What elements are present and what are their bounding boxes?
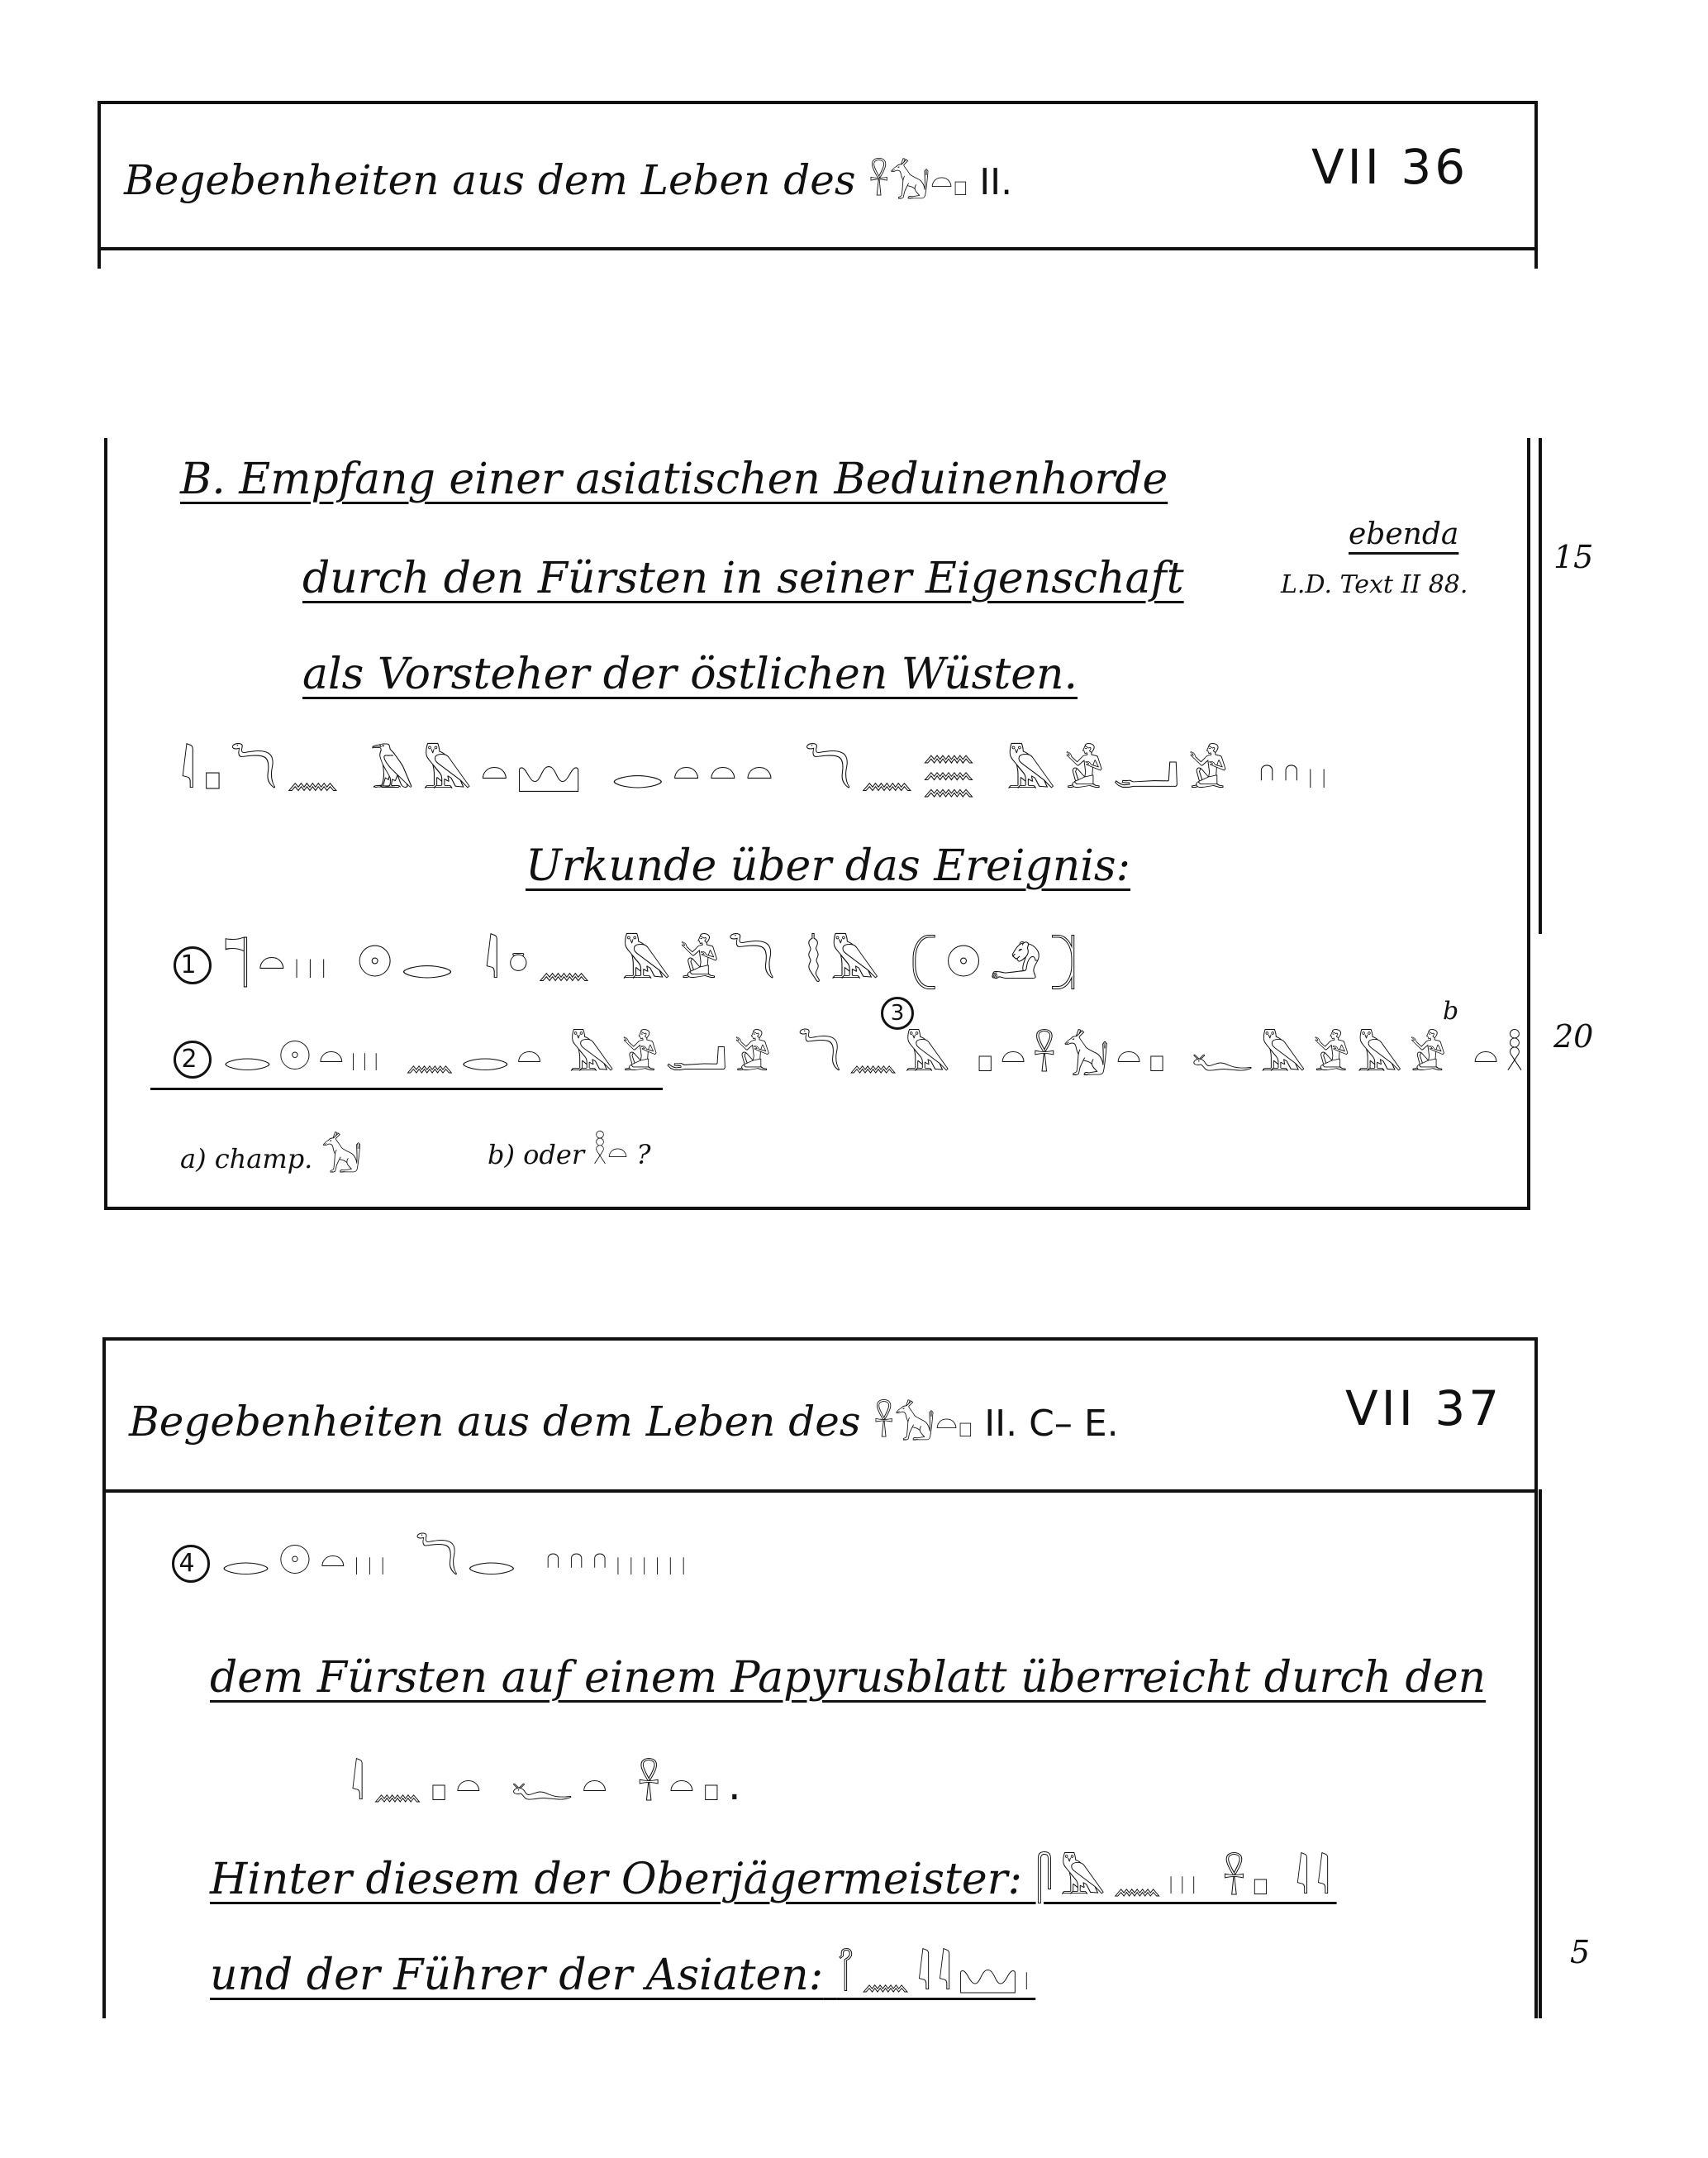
card-2-margin-rule — [1539, 1489, 1542, 2018]
card-1-body — [104, 438, 1530, 1210]
footnote-b-glyph: 𓎛𓏏 — [592, 1134, 629, 1172]
source-reference: L.D. Text II 88. — [1281, 570, 1468, 599]
margin-line-number-5: 5 — [1570, 1934, 1591, 1970]
card-2-text-line-1: dem Fürsten auf einem Papyrusblatt überreicht durch den — [210, 1653, 1487, 1703]
section-title-line-3: als Vorsteher der östlichen Wüsten. — [302, 650, 1078, 699]
card-2-header-glyphs: 𓋹𓃩𓏏𓊪 II. C– E. — [873, 1403, 1119, 1445]
card-1-header-glyphs: 𓋹𓃩𓏏𓊪 II. — [868, 161, 1013, 203]
card-1-reference: VII 36 — [1311, 139, 1469, 195]
card-1-left-stub — [98, 250, 101, 269]
hieroglyph-row-4: 𓂋𓇳𓏏𓏺𓏺𓏺 𓆓𓂋 𓎆𓎆𓎆𓏺𓏺𓏺𓏺𓏺𓏺 — [221, 1536, 695, 1584]
hieroglyph-row-1: 𓇋𓊪𓆓𓈖 𓄿𓅓𓏏𓈉 𓂋𓏏𓏏𓏏 𓆓𓈖𓈗 𓅓𓀀𓂝𓀀 𓎆𓎆𓏺𓏺 — [180, 746, 1335, 798]
hieroglyph-row-5: 𓇋𓈖𓊪𓏏 𓆑𓏏 𓋹𓏏𓊪. — [350, 1761, 749, 1809]
line-number-4: 4 — [172, 1545, 210, 1583]
hieroglyph-line-4 — [172, 1521, 694, 1589]
card-1-header-divider — [98, 247, 1538, 250]
line-number-2: 2 — [174, 1041, 212, 1079]
oberjaegermeister-glyphs: 𓋴𓅓𓈖𓏺𓏺𓏺 𓋹𓊪 𓇋𓇋 — [1035, 1855, 1337, 1903]
card-1-header — [98, 101, 1538, 249]
card-2-header-title: Begebenheiten aus dem Leben des — [129, 1398, 861, 1446]
card-2-body — [102, 1489, 1538, 2018]
card-2-header — [102, 1337, 1538, 1493]
line-number-1: 1 — [174, 946, 212, 984]
hieroglyph-row-2: 𓊹𓏏𓏺𓏺𓏺 𓇳𓂋 𓇋𓏌𓈖 𓅓𓀀𓆓 𓇛𓅓 𓍹𓇳𓄂𓍺 — [223, 936, 1085, 988]
card-1-header-title: Begebenheiten aus dem Leben des — [124, 156, 856, 204]
footnote-b-text: b) oder — [488, 1139, 585, 1170]
oberjaegermeister-label: Hinter diesem der Oberjägermeister: — [210, 1855, 1022, 1904]
footnote-b — [488, 1121, 650, 1175]
footnote-b-question: ? — [636, 1139, 651, 1170]
card-1-header-title-line — [124, 147, 1012, 207]
card-1-margin-rule — [1539, 438, 1542, 934]
section-title-line-2: durch den Fürsten in seiner Eigenschaft — [302, 554, 1184, 603]
section-title: B. Empfang einer asiatischen Beduinenhorde — [180, 455, 1168, 504]
card-1-right-stub — [1534, 250, 1538, 269]
line-number-3-wrap — [881, 997, 925, 1030]
margin-line-number-15: 15 — [1553, 539, 1594, 575]
hieroglyph-line-2 — [174, 1017, 1530, 1084]
footnote-marker-b: b — [1443, 997, 1459, 1026]
line-number-3: 3 — [881, 997, 914, 1030]
source-label: ebenda — [1349, 517, 1459, 551]
card-2-header-title-line — [129, 1389, 1119, 1448]
card-2-reference: VII 37 — [1345, 1380, 1503, 1436]
card-2-text-line-2 — [210, 1840, 1337, 1908]
hieroglyph-row-3: 𓂋𓇳𓏏𓏺𓏺𓏺 𓈖𓂋𓏏 𓅓𓀀𓂝𓀀 𓆓𓈖𓅓 𓊪𓏏𓋹𓃩𓏏𓊪 𓆑𓅓𓀀𓅓𓀀 𓏏𓎛 — [223, 1032, 1530, 1080]
hieroglyph-line-1 — [174, 919, 1085, 993]
footnote-a-glyph: 𓃩 — [321, 1135, 363, 1177]
fuehrer-glyphs: 𓋾𓈖𓇋𓇋𓈉𓏺 — [836, 1951, 1036, 1999]
footnote-a-text: a) champ. — [180, 1143, 313, 1174]
footnote-a — [180, 1121, 362, 1180]
margin-line-number-20: 20 — [1553, 1018, 1594, 1055]
record-title: Urkunde über das Ereignis: — [526, 841, 1131, 891]
fuehrer-label: und der Führer der Asiaten: — [210, 1951, 824, 2000]
card-2-text-line-3 — [210, 1936, 1035, 2003]
footnote-divider — [150, 1088, 663, 1090]
